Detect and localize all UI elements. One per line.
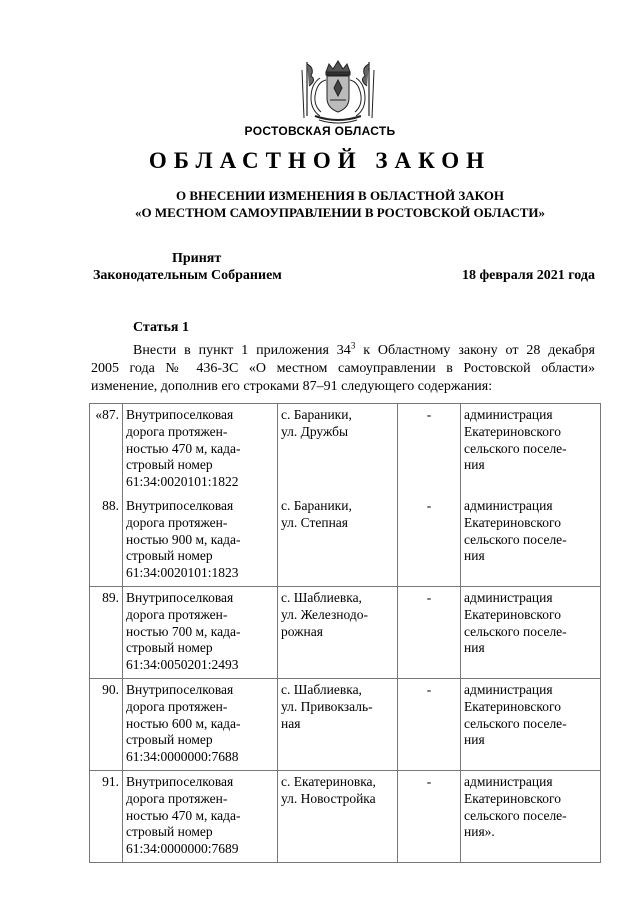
responsible-organization-line: ния [464, 457, 485, 473]
row-number: «87. [90, 404, 123, 495]
table-row [90, 586, 601, 678]
object-description-line: 61:34:0020101:1822 [126, 474, 239, 490]
object-description-line: Внутрипоселковая [126, 407, 234, 422]
object-address-line: рожная [281, 623, 323, 639]
responsible-organization-line: администрация [464, 589, 553, 605]
responsible-organization-line: администрация [464, 497, 553, 513]
responsible-organization-line: сельского поселе- [464, 440, 567, 456]
dash-cell: - [398, 404, 461, 495]
object-address [278, 678, 398, 770]
table-row [90, 678, 601, 770]
document-title-line: «О МЕСТНОМ САМОУПРАВЛЕНИИ В РОСТОВСКОЙ ОБЛАСТИ» [135, 205, 545, 220]
object-address-line: ная [281, 715, 301, 731]
document-type: ОБЛАСТНОЙ ЗАКОН [148, 148, 492, 173]
object-description-line: дорога протяжен- [126, 790, 228, 806]
object-address-line: ул. Железнодо- [281, 606, 368, 622]
responsible-organization-line: сельского поселе- [464, 531, 567, 547]
object-description-line: Внутрипоселковая [126, 589, 234, 605]
adoption-date: 18 февраля 2021 года [462, 268, 595, 283]
object-description-line: Внутрипоселковая [126, 681, 234, 697]
region-name: РОСТОВСКАЯ ОБЛАСТЬ [244, 124, 396, 138]
document-title-line: О ВНЕСЕНИИ ИЗМЕНЕНИЯ В ОБЛАСТНОЙ ЗАКОН [176, 188, 504, 203]
object-address [278, 495, 398, 586]
object-address-line: ул. Дружбы [281, 423, 349, 439]
object-description [123, 495, 278, 586]
responsible-organization-line: ния [464, 732, 485, 748]
document-title [0, 187, 640, 221]
object-address [278, 404, 398, 495]
responsible-organization-line: сельского поселе- [464, 623, 567, 639]
responsible-organization-line: Екатериновского [464, 514, 561, 530]
object-description-line: дорога протяжен- [126, 514, 228, 530]
object-description-line: 61:34:0000000:7689 [126, 841, 239, 857]
dash-cell: - [398, 678, 461, 770]
object-description-line: Внутрипоселковая [126, 773, 234, 789]
object-description-line: ностью 470 м, када- [126, 807, 241, 823]
object-description-line: ностью 900 м, када- [126, 531, 241, 547]
object-address-line: с. Екатериновка, [281, 773, 376, 789]
object-description-line: дорога протяжен- [126, 606, 228, 622]
object-description [123, 586, 278, 678]
adoption-label: Принят [172, 251, 222, 266]
object-description-line: стровый номер [126, 457, 213, 473]
object-address-line: с. Шаблиевка, [281, 681, 362, 697]
responsible-organization-line: Екатериновского [464, 790, 561, 806]
object-description-line: стровый номер [126, 824, 213, 840]
paragraph-line: 2005 года № 436-ЗС «О местном самоуправлении в Ростовской области» [91, 361, 595, 376]
object-address-line: ул. Новостройка [281, 790, 376, 806]
responsible-organization-line: администрация [464, 681, 553, 697]
object-address-line: с. Бараники, [281, 497, 352, 513]
responsible-organization-line: администрация [464, 773, 553, 789]
object-address [278, 586, 398, 678]
row-number: 90. [90, 678, 123, 770]
object-address-line: с. Шаблиевка, [281, 589, 362, 605]
responsible-organization-line: сельского поселе- [464, 807, 567, 823]
object-description-line: 61:34:0050201:2493 [126, 657, 239, 673]
responsible-organization [461, 404, 601, 495]
dash-cell: - [398, 495, 461, 586]
object-description-line: 61:34:0020101:1823 [126, 565, 239, 581]
object-description-line: стровый номер [126, 548, 213, 564]
object-description [123, 678, 278, 770]
article-heading: Статья 1 [133, 320, 189, 335]
table-row [90, 495, 601, 586]
object-address-line: ул. Степная [281, 514, 349, 530]
paragraph-line: Внести в пункт 1 приложения $34^3$ к Областному закону от 28 декабря [133, 340, 595, 358]
dash-cell: - [398, 770, 461, 862]
object-description-line: дорога протяжен- [126, 698, 228, 714]
object-address-line: ул. Привокзаль- [281, 698, 373, 714]
table-row [90, 404, 601, 495]
responsible-organization [461, 495, 601, 586]
responsible-organization-line: сельского поселе- [464, 715, 567, 731]
object-address-line: с. Бараники, [281, 407, 352, 422]
responsible-organization-line: администрация [464, 407, 553, 422]
responsible-organization [461, 770, 601, 862]
row-number: 91. [90, 770, 123, 862]
responsible-organization-line: Екатериновского [464, 606, 561, 622]
amendment-table [89, 403, 601, 863]
responsible-organization-line: Екатериновского [464, 423, 561, 439]
object-description-line: 61:34:0000000:7688 [126, 749, 239, 765]
object-description [123, 404, 278, 495]
object-description-line: дорога протяжен- [126, 423, 228, 439]
object-description-line: стровый номер [126, 640, 213, 656]
row-number: 88. [90, 495, 123, 586]
object-description-line: Внутрипоселковая [126, 497, 234, 513]
coat-of-arms-emblem [293, 58, 383, 126]
object-description-line: ностью 470 м, када- [126, 440, 241, 456]
responsible-organization-line: ния». [464, 824, 495, 840]
row-number: 89. [90, 586, 123, 678]
object-description-line: ностью 600 м, када- [126, 715, 241, 731]
dash-cell: - [398, 586, 461, 678]
responsible-organization-line: Екатериновского [464, 698, 561, 714]
adoption-body: Законодательным Собранием [93, 268, 282, 283]
table-row [90, 770, 601, 862]
object-description-line: ностью 700 м, када- [126, 623, 241, 639]
paragraph-line: изменение, дополнив его строками 87–91 следующего содержания: [91, 379, 493, 394]
object-address [278, 770, 398, 862]
responsible-organization [461, 586, 601, 678]
article-paragraph [91, 342, 595, 396]
responsible-organization-line: ния [464, 640, 485, 656]
responsible-organization [461, 678, 601, 770]
object-description-line: стровый номер [126, 732, 213, 748]
object-description [123, 770, 278, 862]
responsible-organization-line: ния [464, 548, 485, 564]
